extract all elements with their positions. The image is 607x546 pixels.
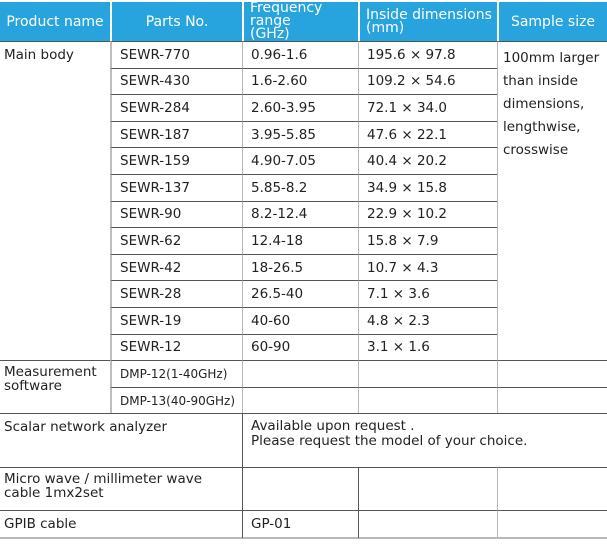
product-main-body: Main body — [0, 41, 110, 360]
part-number: SEWR-430 — [110, 68, 242, 95]
inside-dimensions: 15.8 × 7.9 — [358, 227, 497, 254]
frequency-range: 3.95-5.85 — [242, 121, 358, 148]
frequency-range-empty — [242, 360, 358, 387]
table-row — [0, 413, 607, 467]
sample-size-empty — [497, 387, 607, 414]
header-parts-no: Parts No. — [110, 2, 242, 41]
frequency-range: 8.2-12.4 — [242, 201, 358, 228]
frequency-range: 18-26.5 — [242, 254, 358, 281]
table-row — [0, 41, 607, 68]
part-number: DMP-13(40-90GHz) — [110, 387, 242, 414]
scalar-note-line1: Available upon request . — [251, 418, 415, 435]
inside-dimensions: 72.1 × 34.0 — [358, 94, 497, 121]
part-number: SEWR-159 — [110, 147, 242, 174]
table-row — [0, 467, 607, 510]
frequency-range: 26.5-40 — [242, 280, 358, 307]
part-number-empty — [242, 467, 358, 510]
part-number: SEWR-19 — [110, 307, 242, 334]
frequency-range-empty — [242, 387, 358, 414]
inside-dimensions: 10.7 × 4.3 — [358, 254, 497, 281]
inside-dimensions: 34.9 × 15.8 — [358, 174, 497, 201]
table-row — [0, 360, 607, 387]
sample-size-note: 100mm larger than inside dimensions, lengthwise, crosswise — [497, 41, 607, 360]
inside-dimensions: 47.6 × 22.1 — [358, 121, 497, 148]
product-scalar-network-analyzer: Scalar network analyzer — [0, 413, 242, 467]
sample-size-empty — [497, 510, 607, 539]
sample-size-empty — [497, 467, 607, 510]
frequency-range: 2.60-3.95 — [242, 94, 358, 121]
frequency-range: 60-90 — [242, 334, 358, 361]
inside-dimensions-empty — [358, 360, 497, 387]
header-inside-dimensions — [358, 2, 497, 41]
part-number: SEWR-187 — [110, 121, 242, 148]
frequency-range: 12.4-18 — [242, 227, 358, 254]
header-product-name: Product name — [0, 2, 110, 41]
inside-dimensions: 195.6 × 97.8 — [358, 41, 497, 68]
frequency-range: 40-60 — [242, 307, 358, 334]
part-number: SEWR-90 — [110, 201, 242, 228]
product-spec-table — [0, 2, 607, 539]
part-number: SEWR-770 — [110, 41, 242, 68]
part-number: GP-01 — [242, 510, 358, 539]
header-frequency-unit: (GHz) — [250, 26, 290, 42]
part-number: SEWR-284 — [110, 94, 242, 121]
scalar-analyzer-note — [242, 413, 607, 467]
frequency-range: 1.6-2.60 — [242, 68, 358, 95]
table-row — [0, 510, 607, 539]
header-sample-size: Sample size — [497, 2, 607, 41]
part-number: SEWR-12 — [110, 334, 242, 361]
header-dimensions-label: Inside dimensions — [366, 6, 492, 23]
inside-dimensions: 3.1 × 1.6 — [358, 334, 497, 361]
inside-dimensions: 4.8 × 2.3 — [358, 307, 497, 334]
part-number: DMP-12(1-40GHz) — [110, 360, 242, 387]
inside-dimensions-empty — [358, 467, 497, 510]
inside-dimensions: 22.9 × 10.2 — [358, 201, 497, 228]
inside-dimensions: 7.1 × 3.6 — [358, 280, 497, 307]
spec-table-container — [0, 2, 607, 539]
product-gpib-cable: GPIB cable — [0, 510, 242, 539]
part-number: SEWR-42 — [110, 254, 242, 281]
header-frequency-label: Frequency range — [250, 0, 323, 29]
frequency-range: 5.85-8.2 — [242, 174, 358, 201]
part-number: SEWR-28 — [110, 280, 242, 307]
product-cable: Micro wave / millimeter wave cable 1mx2set — [0, 467, 242, 510]
inside-dimensions: 40.4 × 20.2 — [358, 147, 497, 174]
scalar-note-line2: Please request the model of your choice. — [251, 433, 528, 450]
inside-dimensions-empty — [358, 387, 497, 414]
frequency-range: 4.90-7.05 — [242, 147, 358, 174]
header-frequency-range — [242, 2, 358, 41]
header-dimensions-unit: (mm) — [366, 19, 405, 36]
part-number: SEWR-62 — [110, 227, 242, 254]
frequency-range: 0.96-1.6 — [242, 41, 358, 68]
sample-size-empty — [497, 360, 607, 387]
inside-dimensions: 109.2 × 54.6 — [358, 68, 497, 95]
table-header-row — [0, 2, 607, 41]
inside-dimensions-empty — [358, 510, 497, 539]
part-number: SEWR-137 — [110, 174, 242, 201]
product-measurement-software: Measurement software — [0, 360, 110, 413]
